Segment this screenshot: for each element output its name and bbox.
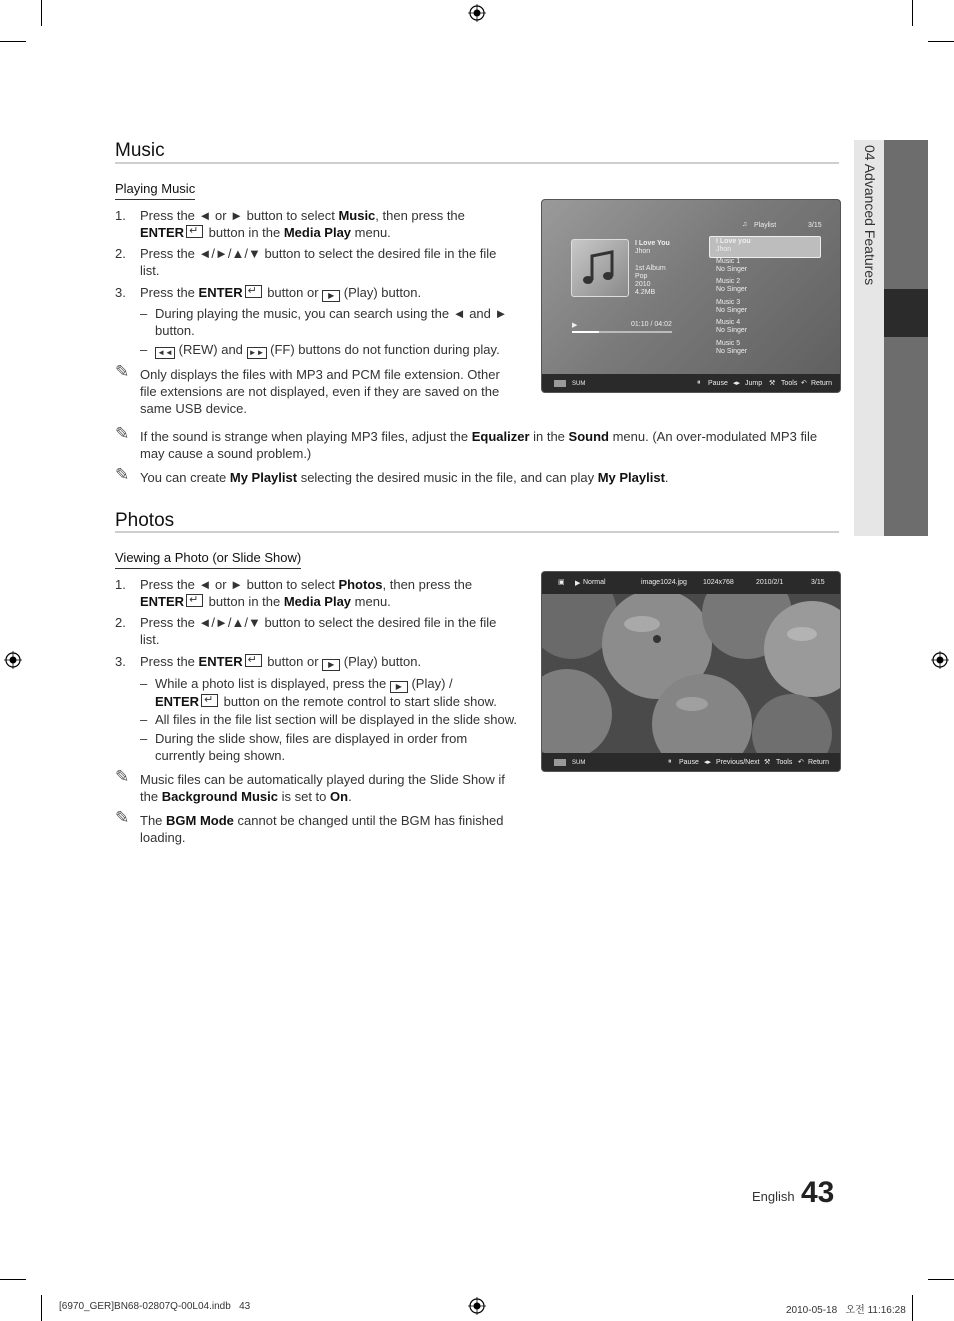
tools-icon: ⚒	[769, 380, 776, 387]
crop-mark	[41, 1295, 42, 1321]
crop-mark	[0, 1279, 26, 1280]
music-note-1: Only displays the files with MP3 and PCM file extension. Other file extensions are not displayed, even if they are saved on the same USB device.	[140, 367, 500, 416]
playlist-item-artist: No Singer	[716, 266, 748, 273]
photos-note-1: Music files can be automatically played during the Slide Show if the Background Music is set to On.	[140, 772, 505, 804]
playlist-item-title[interactable]: Music 4	[716, 319, 741, 326]
photos-heading: Photos	[115, 510, 175, 531]
play-time: 01:10 / 04:02	[631, 321, 672, 328]
crop-mark	[928, 41, 954, 42]
enter-icon	[245, 654, 262, 667]
print-timestamp: 2010-05-18 오전 11:16:28	[786, 1305, 906, 1316]
registration-mark-icon	[4, 651, 22, 669]
page-number: 43	[801, 1176, 835, 1209]
apples-photo	[542, 594, 840, 753]
hint-tools: Tools	[781, 380, 798, 387]
music-dash-2: ◄◄ (REW) and ►► (FF) buttons do not function during play.	[155, 341, 520, 359]
photo-icon: ▣	[558, 579, 565, 586]
enter-icon	[245, 285, 262, 298]
enter-icon	[201, 694, 218, 707]
playlist-item-artist: No Singer	[716, 307, 748, 314]
crop-mark	[41, 0, 42, 26]
music-step-1: Press the ◄ or ► button to select Music, then press the ENTER↵ button in the Media Play menu.	[140, 207, 520, 241]
return-icon: ↶	[801, 380, 807, 387]
playlist-icon: ♫	[742, 221, 748, 228]
playlist-item-artist: No Singer	[716, 327, 748, 334]
music-player-screenshot	[541, 199, 841, 393]
album-art	[571, 239, 629, 297]
step-number: 1.	[115, 208, 126, 223]
photo-count: 3/15	[811, 579, 825, 586]
playlist-item-artist: No Singer	[716, 286, 748, 293]
progress-bar	[572, 331, 672, 333]
hint-return: Return	[808, 759, 830, 766]
hint-jump: Jump	[745, 380, 763, 387]
step-number: 2.	[115, 246, 126, 261]
note-pencil-icon: ✎	[115, 808, 130, 827]
song-size: 4.2MB	[635, 289, 656, 296]
playlist-item-title[interactable]: Music 5	[716, 340, 741, 347]
playlist-item-title[interactable]: Music 1	[716, 258, 741, 265]
song-title: I Love You	[635, 240, 670, 247]
slide-mode: Normal	[583, 579, 606, 586]
music-dash-1: During playing the music, you can search using the ◄ and ► button.	[155, 306, 508, 338]
hint-return: Return	[811, 380, 833, 387]
photo-date: 2010/2/1	[756, 579, 784, 586]
ff-icon: ►►	[247, 347, 267, 359]
step-number: 2.	[115, 615, 126, 630]
crop-mark	[928, 1279, 954, 1280]
music-step-3: Press the ENTER↵ button or ▶ (Play) button.	[140, 284, 520, 302]
photo-viewer-screenshot	[541, 571, 841, 772]
note-pencil-icon: ✎	[115, 465, 130, 484]
hint-prev-next: Previous/Next	[716, 759, 760, 766]
crop-mark	[912, 1295, 913, 1321]
device-name: SUM	[572, 381, 586, 387]
enter-icon	[186, 225, 203, 238]
hint-pause: Pause	[679, 759, 699, 766]
registration-mark-icon	[468, 1297, 486, 1315]
usb-device-icon	[554, 380, 566, 387]
playlist-label: Playlist	[754, 222, 777, 229]
registration-mark-icon	[468, 4, 486, 22]
photos-note-2: The BGM Mode cannot be changed until the BGM has finished loading.	[140, 813, 504, 845]
playlist-item-title[interactable]: I Love you	[716, 238, 751, 245]
music-note-2: If the sound is strange when playing MP3 files, adjust the Equalizer in the Sound menu. (An over-modulated MP3 file may cause a sound problem.)	[140, 429, 818, 461]
playing-music-subheading: Playing Music	[115, 181, 195, 200]
song-album: 1st Album	[635, 265, 666, 272]
song-year: 2010	[635, 281, 651, 288]
step-number: 1.	[115, 577, 126, 592]
play-icon: ▶	[390, 681, 408, 693]
pause-icon: ⏸	[668, 758, 672, 765]
photos-step-2: Press the ◄/►/▲/▼ button to select the desired file in the file list.	[140, 615, 497, 647]
chapter-tab-label: 04 Advanced Features	[862, 145, 878, 286]
hint-pause: Pause	[708, 380, 728, 387]
tools-icon: ⚒	[764, 759, 771, 766]
registration-mark-icon	[931, 651, 949, 669]
chapter-tab-dark	[884, 140, 928, 536]
photo-filename: image1024.jpg	[641, 579, 687, 586]
chapter-tab-marker	[884, 289, 928, 337]
playlist-item-artist: No Singer	[716, 348, 748, 355]
pause-icon: ⏸	[697, 379, 701, 386]
photos-dash-1: While a photo list is displayed, press the ▶ (Play) / ENTER↵ button on the remote control to start slide show.	[155, 675, 525, 710]
step-number: 3.	[115, 654, 126, 669]
note-pencil-icon: ✎	[115, 362, 130, 381]
music-note-3: You can create My Playlist selecting the desired music in the file, and can play My Playlist.	[140, 470, 669, 485]
device-name: SUM	[572, 760, 586, 766]
playlist-item-title[interactable]: Music 3	[716, 299, 741, 306]
music-step-2: Press the ◄/►/▲/▼ button to select the desired file in the file list.	[140, 246, 497, 278]
play-icon: ▶	[322, 290, 340, 302]
viewing-photo-subheading: Viewing a Photo (or Slide Show)	[115, 550, 301, 569]
photos-step-1: Press the ◄ or ► button to select Photos, then press the ENTER↵ button in the Media Play menu.	[140, 576, 520, 610]
play-status-icon: ▶	[575, 580, 581, 587]
play-icon: ▶	[322, 659, 340, 671]
playlist-count: 3/15	[808, 222, 822, 229]
music-heading: Music	[115, 140, 165, 161]
note-pencil-icon: ✎	[115, 767, 130, 786]
rew-icon: ◄◄	[155, 347, 175, 359]
photos-rule	[115, 531, 839, 533]
enter-icon	[186, 594, 203, 607]
play-status-icon: ▶	[572, 322, 578, 329]
hint-tools: Tools	[776, 759, 793, 766]
print-file-info: [6970_GER]BN68-02807Q-00L04.indb 43	[59, 1301, 251, 1312]
song-genre: Pop	[635, 273, 648, 280]
crop-mark	[912, 0, 913, 26]
usb-device-icon	[554, 759, 566, 766]
page-language: English	[752, 1189, 795, 1204]
music-rule	[115, 162, 839, 164]
prev-next-arrows-icon: ◂▸	[704, 759, 712, 766]
music-note-icon	[572, 240, 628, 296]
playlist-item-title[interactable]: Music 2	[716, 278, 741, 285]
photos-dash-2: All files in the file list section will be displayed in the slide show.	[155, 712, 518, 727]
crop-mark	[0, 41, 26, 42]
photos-step-3: Press the ENTER↵ button or ▶ (Play) button.	[140, 653, 520, 671]
photo-resolution: 1024x768	[703, 579, 734, 586]
jump-arrows-icon: ◂▸	[733, 380, 741, 387]
song-artist: Jhon	[635, 248, 651, 255]
return-icon: ↶	[798, 759, 804, 766]
step-number: 3.	[115, 285, 126, 300]
note-pencil-icon: ✎	[115, 424, 130, 443]
photos-dash-3: During the slide show, files are displayed in order from currently being shown.	[155, 731, 468, 763]
playlist-item-artist: Jhon	[716, 246, 732, 253]
